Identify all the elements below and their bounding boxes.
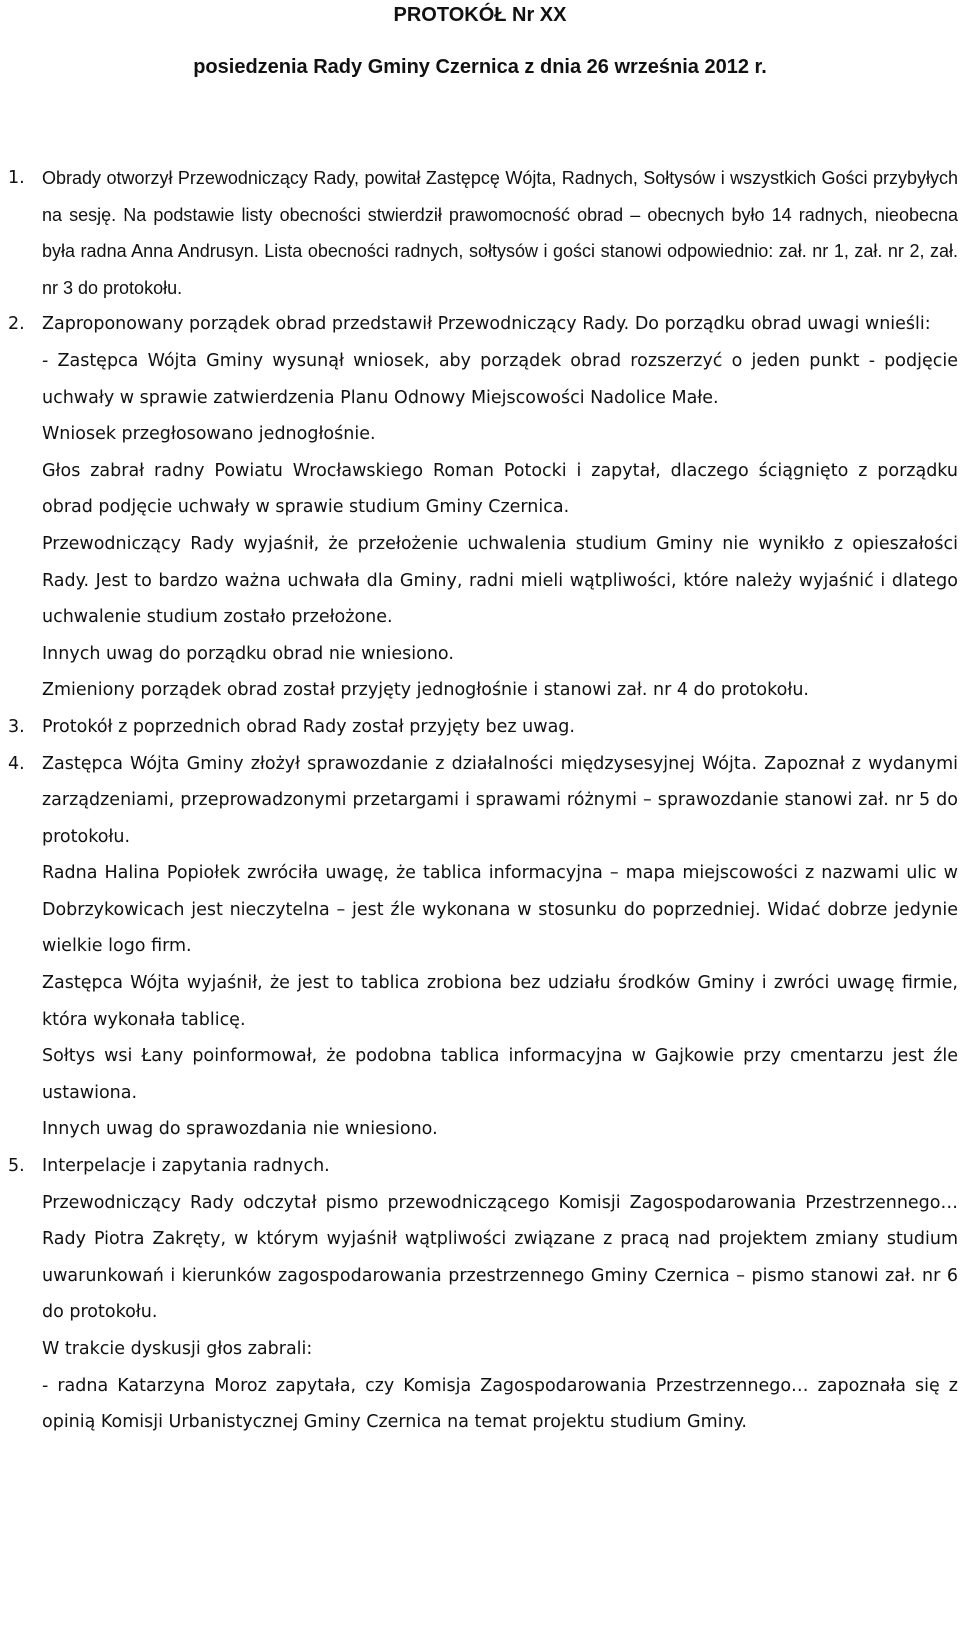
item-number: 3. bbox=[8, 716, 25, 737]
paragraph: Zaproponowany porządek obrad przedstawił Przewodniczący Rady. Do porządku obrad uwagi wnieśli: bbox=[42, 314, 931, 335]
document-subtitle: posiedzenia Rady Gminy Czernica z dnia 26 września 2012 r. bbox=[193, 56, 767, 78]
paragraph: Protokół z poprzednich obrad Rady został przyjęty bez uwag. bbox=[42, 716, 575, 737]
paragraph: Głos zabrał radny Powiatu Wrocławskiego Roman Potocki i zapytał, dlaczego ściągnięto z porządku obrad podjęcie uchwały w sprawie studium Gminy Czernica. bbox=[42, 460, 958, 518]
paragraph: Zmieniony porządek obrad został przyjęty jednogłośnie i stanowi zał. nr 4 do protokołu. bbox=[42, 680, 809, 701]
agenda-item-2 bbox=[0, 306, 960, 709]
agenda-item-5 bbox=[0, 1148, 960, 1441]
paragraph: - Zastępca Wójta Gminy wysunął wniosek, aby porządek obrad rozszerzyć o jeden punkt - podjęcie uchwały w sprawie zatwierdzenia Planu Odnowy Miejscowości Nadolice Małe. bbox=[42, 350, 958, 408]
paragraph: Innych uwag do porządku obrad nie wniesiono. bbox=[42, 643, 454, 664]
paragraph: Przewodniczący Rady wyjaśnił, że przełożenie uchwalenia studium Gminy nie wynikło z opieszałości Rady. Jest to bardzo ważna uchwała dla Gminy, radni mieli wątpliwości, które należy wyjaśnić i dlatego uchwalenie studium zostało przełożone. bbox=[42, 533, 958, 628]
item-number: 5. bbox=[8, 1156, 25, 1177]
paragraph: Zastępca Wójta Gminy złożył sprawozdanie z działalności międzysesyjnej Wójta. Zapoznał z wydanymi zarządzeniami, przeprowadzonymi przetargami i sprawami różnymi – sprawozdanie stanowi zał. nr 5 do protokołu. bbox=[42, 753, 958, 847]
document-body bbox=[0, 160, 960, 1441]
paragraph: Innych uwag do sprawozdania nie wniesiono. bbox=[42, 1119, 438, 1140]
agenda-item-1 bbox=[0, 160, 960, 306]
paragraph: Sołtys wsi Łany poinformował, że podobna tablica informacyjna w Gajkowie przy cmentarzu jest źle ustawiona. bbox=[42, 1046, 958, 1103]
item-number: 2. bbox=[8, 314, 25, 335]
item-number: 1. bbox=[8, 168, 25, 188]
item-number: 4. bbox=[8, 753, 25, 774]
document-title: PROTOKÓŁ Nr XX bbox=[393, 4, 567, 26]
paragraph: Przewodniczący Rady odczytał pismo przewodniczącego Komisji Zagospodarowania Przestrzennego… Rady Piotra Zakręty, w którym wyjaśnił wątpliwości związane z pracą nad projektem zmiany studium uwarunkowań i kierunków zagospodarowania przestrzennego Gminy Czernica – pismo stanowi zał. nr 6 do protokołu. bbox=[42, 1192, 958, 1323]
paragraph: Obrady otworzył Przewodniczący Rady, powitał Zastępcę Wójta, Radnych, Sołtysów i wszystkich Gości przybyłych na sesję. Na podstawie listy obecności stwierdził prawomocność obrad – obecnych było 14 radnych, nieobecna była radna Anna Andrusyn. Lista obecności radnych, sołtysów i gości stanowi odpowiednio: zał. nr 1, zał. nr 2, zał. nr 3 do protokołu. bbox=[42, 168, 958, 298]
paragraph: Zastępca Wójta wyjaśnił, że jest to tablica zrobiona bez udziału środków Gminy i zwróci uwagę firmie, która wykonała tablicę. bbox=[42, 973, 958, 1030]
paragraph: Radna Halina Popiołek zwróciła uwagę, że tablica informacyjna – mapa miejscowości z nazwami ulic w Dobrzykowicach jest nieczytelna – jest źle wykonana w stosunku do poprzedniej. Widać dobrze jedynie wielkie logo firm. bbox=[42, 863, 958, 957]
agenda-item-3 bbox=[0, 709, 960, 746]
paragraph: Interpelacje i zapytania radnych. bbox=[42, 1156, 330, 1177]
paragraph: Wniosek przegłosowano jednogłośnie. bbox=[42, 424, 376, 445]
paragraph: - radna Katarzyna Moroz zapytała, czy Komisja Zagospodarowania Przestrzennego… zapoznała się z opinią Komisji Urbanistycznej Gminy Czernica na temat projektu studium Gminy. bbox=[42, 1375, 958, 1433]
paragraph: W trakcie dyskusji głos zabrali: bbox=[42, 1339, 313, 1359]
agenda-item-4 bbox=[0, 746, 960, 1149]
